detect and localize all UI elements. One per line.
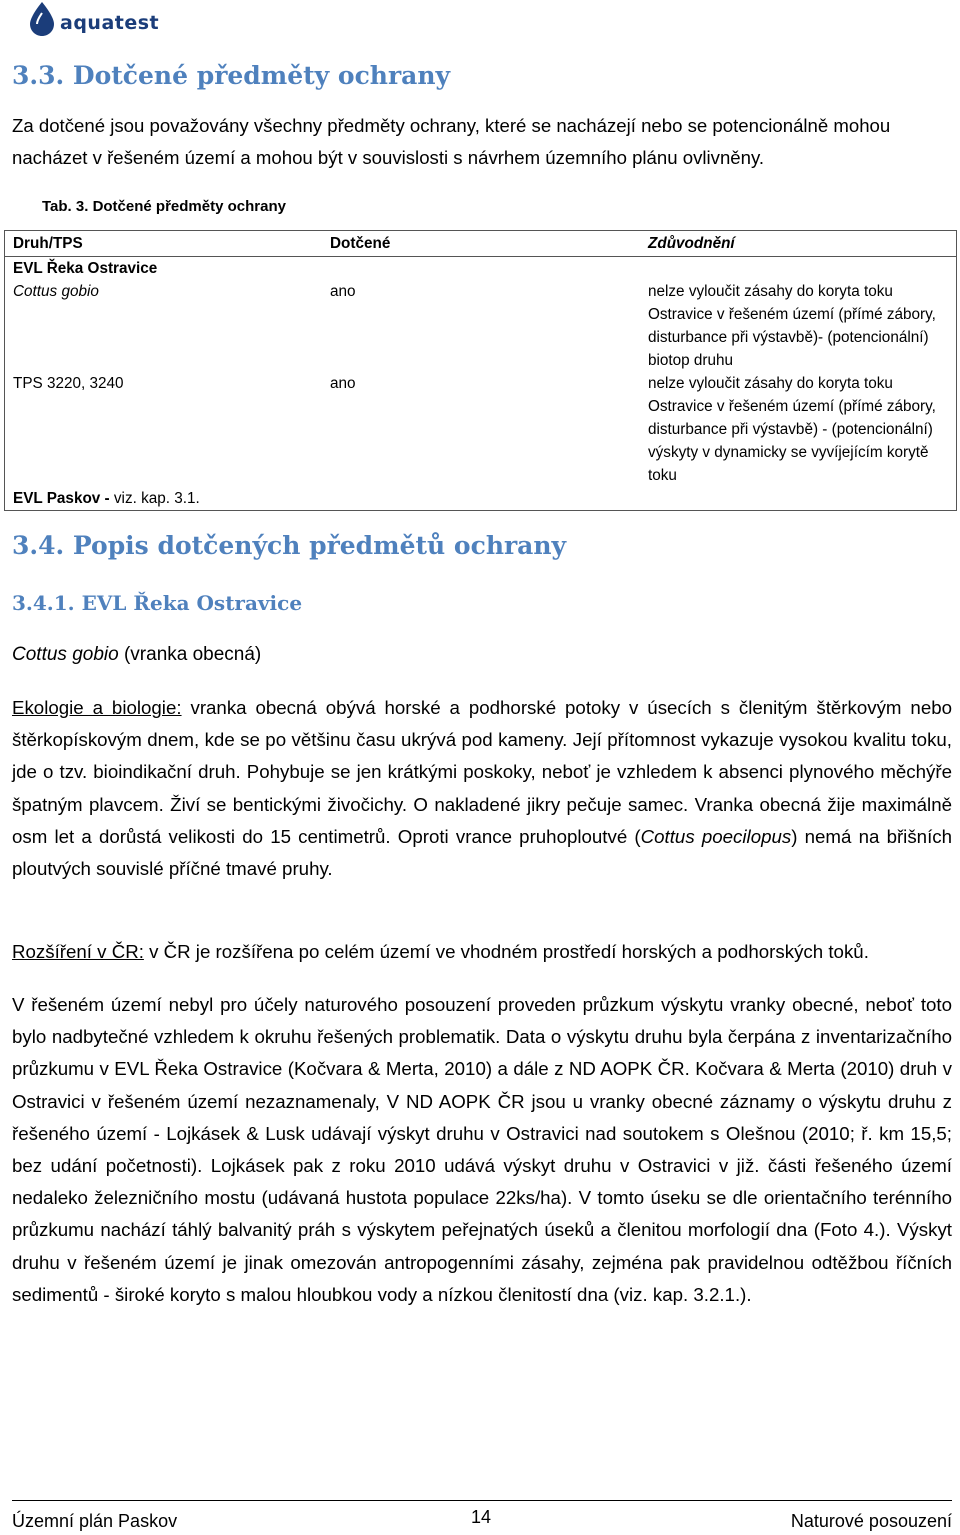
ecology-label: Ekologie a biologie: [12, 697, 182, 718]
intro-paragraph: Za dotčené jsou považovány všechny předměty ochrany, které se nacházejí nebo se potencionálně mohou nacházet v řešeném území a mohou být v souvislosti s návrhem územního plánu ovlivněny. [12, 115, 891, 168]
reason-cell: nelze vyloučit zásahy do koryta toku Ostravice v řešeném území (přímé zábory, disturbance při výstavbě)- (potencionální) biotop druhu [648, 283, 936, 369]
table-row [5, 372, 957, 487]
table-row [5, 280, 957, 372]
section-title: 3.3. Dotčené předměty ochrany [12, 61, 451, 90]
water-drop-icon [28, 2, 56, 36]
distribution-paragraph [12, 936, 952, 968]
page-number: 14 [471, 1507, 492, 1527]
group-label: EVL Řeka Ostravice [13, 260, 158, 277]
survey-paragraph: V řešeném území nebyl pro účely naturového posouzení proveden průzkum výskytu vranky obecné, neboť toto bylo nadbytečné vzhledem k okruhu řešených problematik. Data o výskytu druhu byla čerpána z inventarizačního průzkumu v EVL Řeka Ostravice (Kočvara & Merta, 2010) a dále z ND AOPK ČR. Kočvara & Merta (2010) druh v Ostravici v řešeném území nezaznamenaly, V ND AOPK ČR jsou u vranky obecné záznamy o výskytu druhu z řešeného území - Lojkásek & Lusk udávají výskyt druhu v Ostravici nad soutokem s Olešnou (2010; ř. km 15,5; bez udání početnosti). Lojkásek pak z roku 2010 udává výskyt druhu v Ostravici v již. části řešeného území nedaleko železničního mostu (udávaná hustota populace 22ks/ha). V tomto úseku se dle orientačního terénního průzkumu nachází táhlý balvanitý práh s výskytem peřejnatých úseků a členitou morfologií dna (Foto 4.). Výskyt druhu v řešeném území je jinak omezován antropogenními zásahy, zejména pak pravidelnou odtěžbou říčních sedimentů - široké koryto s malou hloubkou vody a nízkou členitostí dna (viz. kap. 3.2.1.). [12, 994, 952, 1305]
page-footer [12, 1500, 952, 1535]
aquatest-logo [28, 0, 159, 36]
protected-subjects-table [4, 230, 957, 511]
table-header-row [5, 231, 957, 257]
table-caption: Tab. 3. Dotčené předměty ochrany [42, 198, 286, 215]
affected-cell: ano [330, 283, 356, 300]
subsection-title: 3.4.1. EVL Řeka Ostravice [12, 591, 303, 615]
group-label-bold: EVL Paskov - [13, 490, 110, 507]
ecology-text: vranka obecná obývá horské a podhorské potoky v úsecích s členitým štěrkovým nebo štěrkopískovým dnem, kde se po většinu času ukrývá pod kameny. Její přítomnost vykazuje vysokou kvalitu toku, jde o tzv. bioindikační druh. Pohybuje se jen krátkými poskoky, neboť je vzhledem k absenci plynového měchýře špatným plavcem. Živí se bentickými živočichy. O nakladené jikry pečuje samec. Vranka obecná žije maximálně osm let a dorůstá velikosti do 15 centimetrů. Oproti vrance pruhoploutvé ( [12, 697, 952, 847]
affected-cell: ano [330, 375, 356, 392]
species-latin: Cottus gobio [12, 644, 119, 665]
species-cell: Cottus gobio [13, 283, 99, 300]
reason-cell: nelze vyloučit zásahy do koryta toku Ostravice v řešeném území (přímé zábory, disturbance při výstavbě) - (potencionální) výskyty v dynamicky se vyvíjejícím korytě toku [648, 375, 936, 484]
table-header-cell: Zdůvodnění [640, 231, 957, 257]
section2-title: 3.4. Popis dotčených předmětů ochrany [12, 531, 567, 560]
group-label [5, 487, 957, 511]
table-header-cell: Dotčené [322, 231, 640, 257]
ecology-latin: Cottus poecilopus [640, 825, 792, 847]
table-header-cell: Druh/TPS [5, 231, 323, 257]
footer-document-type: Naturové posouzení [790, 1511, 952, 1531]
distribution-text: v ČR je rozšířena po celém území ve vhodném prostředí horských a podhorských toků. [143, 941, 869, 962]
logo-text: aquatest [60, 12, 160, 34]
footer-document-title: Územní plán Paskov [12, 1511, 178, 1531]
ecology-text-end: ) nemá na břišních ploutvých souvislé příčné tmavé pruhy. [12, 825, 952, 880]
table-group-row [5, 257, 957, 281]
group-label-rest: viz. kap. 3.1. [109, 490, 200, 507]
species-title [12, 640, 261, 670]
distribution-label: Rozšíření v ČR: [12, 941, 144, 962]
table-group-row [5, 487, 957, 511]
habitat-cell: TPS 3220, 3240 [13, 375, 124, 392]
ecology-paragraph [12, 692, 952, 885]
species-common: (vranka obecná) [118, 644, 262, 665]
